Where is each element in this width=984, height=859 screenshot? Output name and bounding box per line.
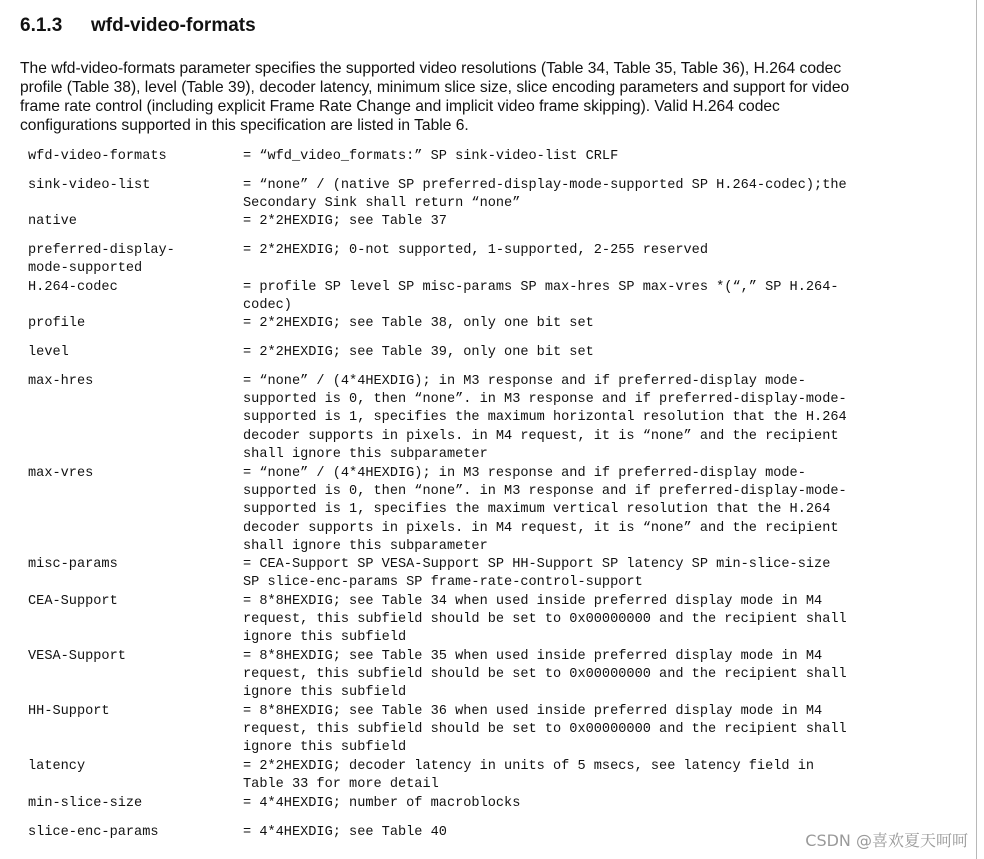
definition-description-line: ignore this subfield bbox=[243, 685, 407, 701]
definition-description bbox=[243, 213, 933, 231]
definition-description-line: = 4*4HEXDIG; number of macroblocks bbox=[243, 796, 521, 811]
definition-description bbox=[243, 648, 933, 703]
definition-term-line: wfd-video-formats bbox=[28, 149, 167, 164]
definition-description-line: = 4*4HEXDIG; see Table 40 bbox=[243, 825, 447, 840]
definition-description-line: decoder supports in pixels. in M4 request, it is “none” and the recipient bbox=[243, 428, 839, 444]
definition-term-line: min-slice-size bbox=[28, 796, 143, 811]
definition-term bbox=[28, 593, 228, 611]
definition-description-line: = “none” / (native SP preferred-display-mode-supported SP H.264-codec);the bbox=[243, 178, 847, 193]
definition-description bbox=[243, 315, 933, 333]
definition-description-line: SP slice-enc-params SP frame-rate-control-support bbox=[243, 575, 643, 591]
definition-term bbox=[28, 148, 228, 166]
definition-term bbox=[28, 824, 228, 842]
definition-description-line: Table 33 for more detail bbox=[243, 777, 439, 793]
definition-description-line: = 2*2HEXDIG; see Table 37 bbox=[243, 214, 447, 229]
definition-description-line: = 8*8HEXDIG; see Table 35 when used inside preferred display mode in M4 bbox=[243, 649, 823, 664]
definition-term-line: H.264-codec bbox=[28, 280, 118, 295]
section-heading bbox=[20, 14, 256, 38]
definition-term-line: CEA-Support bbox=[28, 594, 118, 609]
definition-term bbox=[28, 465, 228, 483]
definition-term-line: sink-video-list bbox=[28, 178, 151, 193]
definition-description-line: request, this subfield should be set to 0x00000000 and the recipient shall bbox=[243, 722, 847, 738]
watermark: CSDN @喜欢夏天呵呵 bbox=[805, 831, 968, 850]
definition-term bbox=[28, 556, 228, 574]
definition-term bbox=[28, 795, 228, 813]
definition-description bbox=[243, 373, 933, 464]
definition-description-line: decoder supports in pixels. in M4 request, it is “none” and the recipient bbox=[243, 520, 839, 536]
definition-term-line: mode-supported bbox=[28, 261, 143, 277]
definition-description bbox=[243, 465, 933, 556]
definition-description bbox=[243, 344, 933, 362]
page-edge-divider bbox=[976, 0, 977, 859]
definition-description-line: Secondary Sink shall return “none” bbox=[243, 196, 521, 212]
definition-term bbox=[28, 213, 228, 231]
definition-description-line: = 2*2HEXDIG; see Table 38, only one bit set bbox=[243, 316, 594, 331]
definition-description-line: shall ignore this subparameter bbox=[243, 538, 488, 554]
definition-term bbox=[28, 315, 228, 333]
definition-description-line: supported is 1, specifies the maximum vertical resolution that the H.264 bbox=[243, 502, 831, 518]
definition-term bbox=[28, 703, 228, 721]
definition-description bbox=[243, 593, 933, 648]
definition-term bbox=[28, 373, 228, 391]
definition-description-line: = 8*8HEXDIG; see Table 36 when used inside preferred display mode in M4 bbox=[243, 704, 823, 719]
definition-description-line: supported is 0, then “none”. in M3 response and if preferred-display-mode- bbox=[243, 392, 847, 408]
definition-term-line: misc-params bbox=[28, 557, 118, 572]
definition-description bbox=[243, 703, 933, 758]
intro-line: The wfd-video-formats parameter specifies the supported video resolutions (Table 34, Table 35, Table 36), H.264 codec bbox=[20, 60, 842, 77]
definition-description bbox=[243, 795, 933, 813]
definition-term-line: native bbox=[28, 214, 77, 229]
intro-line: configurations supported in this specification are listed in Table 6. bbox=[20, 117, 469, 134]
section-number: 6.1.3 bbox=[20, 15, 63, 36]
definition-description-line: ignore this subfield bbox=[243, 630, 407, 646]
definition-description bbox=[243, 279, 933, 315]
definition-term bbox=[28, 758, 228, 776]
definition-term bbox=[28, 242, 228, 278]
intro-line: frame rate control (including explicit Frame Rate Change and implicit video frame skipping). Valid H.264 codec bbox=[20, 98, 780, 115]
definition-description-line: = 2*2HEXDIG; decoder latency in units of 5 msecs, see latency field in bbox=[243, 759, 815, 774]
definition-description-line: = 2*2HEXDIG; see Table 39, only one bit set bbox=[243, 345, 594, 360]
definition-description-line: = “none” / (4*4HEXDIG); in M3 response and if preferred-display mode- bbox=[243, 374, 806, 389]
definition-description-line: supported is 0, then “none”. in M3 response and if preferred-display-mode- bbox=[243, 484, 847, 500]
definition-description-line: shall ignore this subparameter bbox=[243, 446, 488, 462]
definition-term-line: slice-enc-params bbox=[28, 825, 159, 840]
definition-term-line: max-hres bbox=[28, 374, 94, 389]
definition-description-line: supported is 1, specifies the maximum horizontal resolution that the H.264 bbox=[243, 410, 847, 426]
definition-description-line: request, this subfield should be set to 0x00000000 and the recipient shall bbox=[243, 667, 847, 683]
definition-term-line: VESA-Support bbox=[28, 649, 126, 664]
definition-term bbox=[28, 177, 228, 195]
definition-description-line: = 2*2HEXDIG; 0-not supported, 1-supported, 2-255 reserved bbox=[243, 243, 708, 258]
definition-term-line: preferred-display- bbox=[28, 243, 175, 258]
definition-description bbox=[243, 242, 933, 260]
definition-description bbox=[243, 148, 933, 166]
definition-description-line: = profile SP level SP misc-params SP max-hres SP max-vres *(“,” SP H.264- bbox=[243, 280, 839, 295]
definition-description-line: = “none” / (4*4HEXDIG); in M3 response and if preferred-display mode- bbox=[243, 466, 806, 481]
definition-term-line: HH-Support bbox=[28, 704, 110, 719]
definition-term bbox=[28, 279, 228, 297]
definition-term-line: level bbox=[28, 345, 69, 360]
intro-paragraph bbox=[20, 59, 960, 135]
definition-description-line: codec) bbox=[243, 298, 292, 314]
intro-line: profile (Table 38), level (Table 39), decoder latency, minimum slice size, slice encoding parameters and support for video bbox=[20, 79, 850, 96]
definition-description bbox=[243, 758, 933, 794]
definition-description-line: request, this subfield should be set to 0x00000000 and the recipient shall bbox=[243, 612, 847, 628]
definition-term-line: max-vres bbox=[28, 466, 94, 481]
definition-description-line: ignore this subfield bbox=[243, 740, 407, 756]
definition-term-line: latency bbox=[28, 759, 86, 774]
definition-description bbox=[243, 177, 933, 213]
definition-term-line: profile bbox=[28, 316, 86, 331]
definition-description-line: = 8*8HEXDIG; see Table 34 when used inside preferred display mode in M4 bbox=[243, 594, 823, 609]
definition-description-line: = CEA-Support SP VESA-Support SP HH-Support SP latency SP min-slice-size bbox=[243, 557, 831, 572]
definition-term bbox=[28, 648, 228, 666]
definition-description-line: = “wfd_video_formats:” SP sink-video-list CRLF bbox=[243, 149, 619, 164]
definition-term bbox=[28, 344, 228, 362]
section-title: wfd-video-formats bbox=[91, 15, 256, 36]
definition-description bbox=[243, 556, 933, 592]
